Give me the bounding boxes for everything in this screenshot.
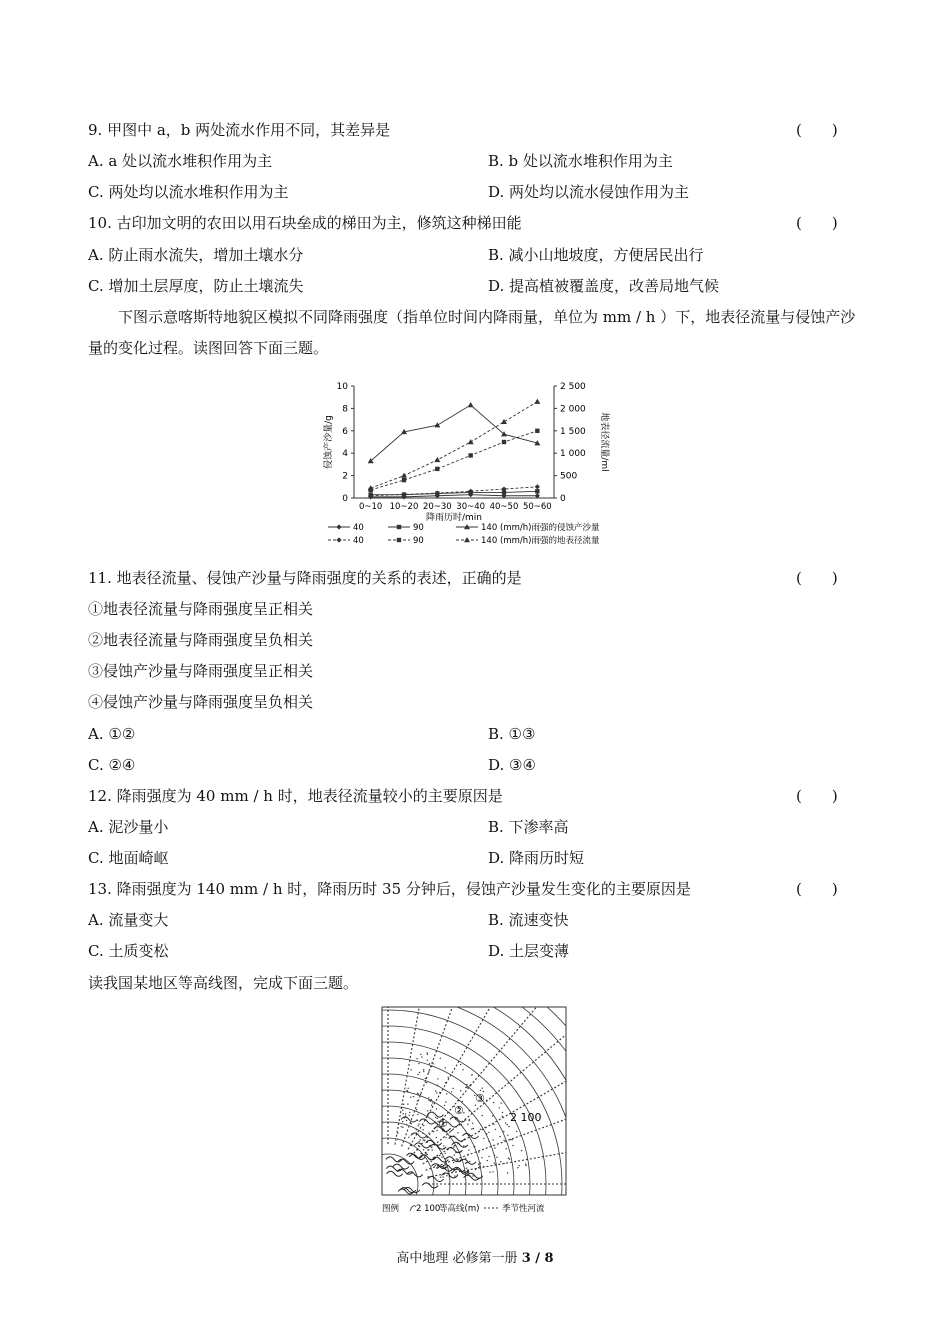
sediment-dot (420, 1054, 421, 1055)
sediment-dot (506, 1140, 507, 1141)
legend-marker (336, 524, 341, 529)
sediment-dot (494, 1147, 495, 1148)
sediment-dot (454, 1175, 455, 1176)
legend-label: 40 (353, 523, 364, 533)
sediment-dot (500, 1161, 501, 1162)
q9-option-d: D. 两处均以流水侵蚀作用为主 (488, 183, 690, 201)
q11-statement-1: ①地表径流量与降雨强度呈正相关 (88, 600, 314, 618)
sediment-dot (402, 1113, 403, 1114)
sediment-dot (397, 1138, 398, 1139)
sediment-dot (442, 1176, 443, 1177)
sediment-dot (516, 1131, 517, 1132)
sediment-dot (416, 1058, 417, 1059)
sediment-dot (427, 1149, 428, 1150)
left-tick-label: 8 (342, 404, 348, 415)
sediment-dot (439, 1155, 440, 1156)
sediment-dot (487, 1160, 488, 1161)
sediment-dot (508, 1158, 509, 1159)
q13-answer-paren: ( ) (796, 880, 838, 898)
sediment-dot (402, 1110, 403, 1111)
sediment-dot (402, 1121, 403, 1122)
q10-option-c: C. 增加土层厚度，防止土壤流失 (88, 277, 304, 295)
sediment-dot (407, 1103, 408, 1104)
sediment-dot (488, 1132, 489, 1133)
sediment-dot (435, 1165, 436, 1166)
sediment-dot (466, 1087, 467, 1088)
sediment-dot (427, 1054, 428, 1055)
sediment-dot (408, 1088, 409, 1089)
sediment-dot (471, 1074, 472, 1075)
sediment-dot (428, 1132, 429, 1133)
sediment-dot (427, 1154, 428, 1155)
q12-answer-paren: ( ) (796, 787, 838, 805)
q11-option-a: A. ①② (88, 725, 136, 743)
sediment-dot (430, 1101, 431, 1102)
series-line-right-40 (371, 487, 538, 496)
sediment-dot (425, 1152, 426, 1153)
sediment-dot (411, 1123, 412, 1124)
right-tick-label: 0 (560, 494, 566, 504)
q11-statement-2: ②地表径流量与降雨强度呈负相关 (88, 631, 314, 649)
sediment-dot (429, 1063, 430, 1064)
x-tick-label: 50~60 (522, 502, 552, 512)
page-footer (0, 1247, 950, 1266)
q12-option-d: D. 降雨历时短 (488, 849, 585, 867)
sediment-dot (452, 1088, 453, 1089)
sediment-dot (406, 1090, 407, 1091)
sediment-dot (418, 1141, 419, 1142)
sediment-dot (418, 1094, 419, 1095)
legend-marker (464, 537, 470, 542)
sediment-dot (405, 1113, 406, 1114)
sediment-dot (443, 1145, 444, 1146)
sediment-dot (460, 1064, 461, 1065)
x-tick-label: 40~50 (489, 502, 519, 512)
sediment-dot (431, 1105, 432, 1106)
sediment-dot (406, 1120, 407, 1121)
sediment-dot (462, 1101, 463, 1102)
sediment-dot (466, 1168, 467, 1169)
sediment-dot (502, 1112, 503, 1113)
legend-marker (397, 538, 401, 542)
sediment-dot (457, 1160, 458, 1161)
sediment-dot (486, 1133, 487, 1134)
data-point-right-140-2 (434, 457, 440, 462)
data-point-right-40-5 (535, 484, 540, 489)
sediment-dot (493, 1124, 494, 1125)
legend-label: 90 (413, 536, 424, 546)
sediment-dot (442, 1157, 443, 1158)
map-label-1: ① (438, 1117, 448, 1130)
sediment-dot (408, 1137, 409, 1138)
x-tick-label: 20~30 (422, 502, 452, 512)
data-point-right-140-3 (468, 439, 474, 444)
sediment-dot (436, 1108, 437, 1109)
sediment-dot (425, 1153, 426, 1154)
right-axis-title: 地表径流量/ml (599, 412, 609, 472)
sediment-dot (511, 1139, 512, 1140)
sediment-dot (469, 1119, 470, 1120)
sediment-dot (419, 1072, 420, 1073)
sediment-dot (478, 1164, 479, 1165)
sediment-dot (420, 1139, 421, 1140)
sediment-dot (445, 1067, 446, 1068)
sediment-dot (525, 1165, 526, 1166)
q13-option-d: D. 土层变薄 (488, 942, 570, 960)
x-tick-label: 30~40 (456, 502, 486, 512)
data-point-right-90-5 (535, 429, 539, 433)
sediment-dot (403, 1104, 404, 1105)
sediment-dot (402, 1127, 403, 1128)
q12-option-c: C. 地面崎岖 (88, 849, 169, 867)
left-tick-label: 2 (342, 471, 348, 482)
q9-answer-paren: ( ) (796, 121, 838, 139)
sediment-dot (418, 1145, 419, 1146)
sediment-dot (423, 1139, 424, 1140)
sediment-dot (478, 1167, 479, 1168)
footer-text: 高中地理 必修第一册 (396, 1251, 522, 1266)
sediment-dot (420, 1094, 421, 1095)
sediment-dot (469, 1161, 470, 1162)
sediment-dot (422, 1129, 423, 1130)
sediment-dot (416, 1109, 417, 1110)
sediment-dot (518, 1165, 519, 1166)
q12-option-a: A. 泥沙量小 (88, 818, 169, 836)
q11-answer-paren: ( ) (796, 569, 838, 587)
x-axis-title: 降雨历时/min (425, 513, 483, 523)
sediment-dot (492, 1139, 493, 1140)
sediment-dot (506, 1124, 507, 1125)
sediment-dot (512, 1145, 513, 1146)
sediment-dot (495, 1129, 496, 1130)
sediment-dot (467, 1124, 468, 1125)
sediment-dot (501, 1102, 502, 1103)
right-tick-label: 500 (560, 471, 578, 482)
sediment-dot (445, 1082, 446, 1083)
q11-option-b: B. ①③ (488, 725, 536, 743)
sediment-dot (418, 1063, 419, 1064)
sediment-dot (508, 1126, 509, 1127)
sediment-dot (460, 1090, 461, 1091)
sediment-dot (483, 1138, 484, 1139)
left-tick-label: 0 (342, 494, 348, 504)
sediment-dot (421, 1153, 422, 1154)
sediment-dot (451, 1130, 452, 1131)
legend-label: 40 (353, 536, 364, 546)
sediment-dot (436, 1137, 437, 1138)
sediment-dot (521, 1150, 522, 1151)
sediment-dot (444, 1105, 445, 1106)
page-number: 3 / 8 (521, 1251, 554, 1266)
sediment-dot (499, 1107, 500, 1108)
map-label-elevation: 2 100 (510, 1111, 542, 1124)
sediment-dot (459, 1124, 460, 1125)
sediment-dot (525, 1163, 526, 1164)
q13-option-a: A. 流量变大 (88, 911, 169, 929)
legend-marker (397, 525, 401, 529)
q9-stem: 9. 甲图中 a，b 两处流水作用不同，其差异是 (88, 121, 391, 139)
x-tick-label: 0~10 (358, 502, 383, 512)
sediment-dot (507, 1135, 508, 1136)
q13-option-b: B. 流速变快 (488, 911, 569, 929)
sediment-dot (453, 1162, 454, 1163)
sediment-dot (436, 1130, 437, 1131)
sediment-dot (472, 1123, 473, 1124)
sediment-dot (480, 1163, 481, 1164)
sediment-dot (509, 1158, 510, 1159)
sediment-dot (445, 1153, 446, 1154)
q11-statement-4: ④侵蚀产沙量与降雨强度呈负相关 (88, 693, 314, 711)
sediment-dot (427, 1052, 428, 1053)
sediment-dot (457, 1132, 458, 1133)
sediment-dot (469, 1110, 470, 1111)
sediment-dot (488, 1141, 489, 1142)
map-legend-river-text: 季节性河流 (502, 1204, 545, 1214)
sediment-dot (410, 1097, 411, 1098)
legend-suffix: (mm/h)雨强的侵蚀产沙量 (500, 523, 600, 533)
data-point-right-140-1 (401, 473, 407, 478)
legend-label: 140 (481, 523, 498, 533)
sediment-dot (473, 1128, 474, 1129)
sediment-dot (482, 1115, 483, 1116)
sediment-dot (435, 1090, 436, 1091)
q11-option-d: D. ③④ (488, 756, 536, 774)
sediment-dot (425, 1078, 426, 1079)
sediment-dot (431, 1161, 432, 1162)
sediment-dot (507, 1172, 508, 1173)
right-tick-label: 1 500 (560, 426, 586, 437)
sediment-dot (417, 1074, 418, 1075)
sediment-dot (427, 1110, 428, 1111)
sediment-dot (440, 1058, 441, 1059)
sediment-dot (426, 1082, 427, 1083)
sediment-dot (502, 1116, 503, 1117)
sediment-dot (468, 1149, 469, 1150)
sediment-dot (417, 1149, 418, 1150)
sediment-dot (427, 1136, 428, 1137)
map-legend-contour-text: 等高线(m) (439, 1204, 480, 1214)
contour-map-figure (378, 1004, 573, 1216)
data-point-right-90-3 (468, 453, 472, 457)
sediment-dot (413, 1096, 414, 1097)
sediment-dot (431, 1066, 432, 1067)
sediment-dot (473, 1146, 474, 1147)
sediment-dot (454, 1154, 455, 1155)
data-point-left-140-2 (434, 422, 440, 427)
left-tick-label: 10 (336, 382, 348, 392)
data-point-right-90-1 (402, 478, 406, 482)
sediment-dot (503, 1163, 504, 1164)
sediment-dot (482, 1088, 483, 1089)
q11-option-c: C. ②④ (88, 756, 136, 774)
sediment-dot (488, 1156, 489, 1157)
sediment-dot (409, 1112, 410, 1113)
sediment-dot (436, 1092, 437, 1093)
sediment-dot (417, 1114, 418, 1115)
sediment-dot (478, 1151, 479, 1152)
sediment-dot (503, 1131, 504, 1132)
sediment-dot (427, 1060, 428, 1061)
sediment-dot (462, 1069, 463, 1070)
sediment-dot (510, 1139, 511, 1140)
sediment-dot (458, 1100, 459, 1101)
sediment-dot (470, 1084, 471, 1085)
sediment-dot (469, 1120, 470, 1121)
q13-option-c: C. 土质变松 (88, 942, 169, 960)
sediment-dot (517, 1167, 518, 1168)
map-legend-prefix: 图例 (382, 1204, 400, 1214)
sediment-dot (433, 1063, 434, 1064)
sediment-dot (466, 1084, 467, 1085)
sediment-dot (449, 1112, 450, 1113)
data-point-right-90-4 (502, 440, 506, 444)
sediment-dot (446, 1175, 447, 1176)
legend-marker (336, 537, 341, 542)
data-point-right-140-5 (534, 399, 540, 404)
legend-suffix: (mm/h)雨强的地表径流量 (500, 536, 600, 546)
q10-option-b: B. 减小山地坡度，方便居民出行 (488, 246, 704, 264)
sediment-dot (428, 1072, 429, 1073)
sediment-dot (406, 1124, 407, 1125)
sediment-dot (432, 1102, 433, 1103)
sediment-dot (452, 1172, 453, 1173)
sediment-dot (484, 1127, 485, 1128)
x-tick-label: 10~20 (389, 502, 419, 512)
sediment-dot (448, 1077, 449, 1078)
sediment-dot (463, 1145, 464, 1146)
sediment-dot (423, 1125, 424, 1126)
sediment-dot (416, 1129, 417, 1130)
sediment-dot (465, 1158, 466, 1159)
sediment-dot (503, 1140, 504, 1141)
sediment-dot (435, 1117, 436, 1118)
sediment-dot (423, 1149, 424, 1150)
map-legend-contour-value: 2 100 (416, 1204, 441, 1214)
q12-option-b: B. 下渗率高 (488, 818, 569, 836)
sediment-dot (422, 1133, 423, 1134)
q9-option-c: C. 两处均以流水堆积作用为主 (88, 183, 289, 201)
sediment-dot (505, 1122, 506, 1123)
sediment-dot (493, 1102, 494, 1103)
sediment-dot (461, 1124, 462, 1125)
sediment-dot (486, 1100, 487, 1101)
left-axis-title: 侵蚀产沙量/g (324, 415, 334, 469)
legend-label: 140 (481, 536, 498, 546)
sediment-dot (506, 1148, 507, 1149)
data-point-right-140-4 (501, 419, 507, 424)
sediment-dot (471, 1128, 472, 1129)
right-tick-label: 1 000 (560, 449, 586, 460)
sediment-dot (499, 1136, 500, 1137)
sediment-dot (437, 1078, 438, 1079)
sediment-dot (437, 1085, 438, 1086)
sediment-dot (401, 1126, 402, 1127)
sediment-dot (481, 1157, 482, 1158)
sediment-dot (431, 1099, 432, 1100)
q10-option-d: D. 提高植被覆盖度，改善局地气候 (488, 277, 720, 295)
data-point-left-140-3 (468, 402, 474, 407)
sediment-dot (446, 1093, 447, 1094)
map-intro: 读我国某地区等高线图，完成下面三题。 (88, 974, 359, 992)
sediment-dot (472, 1175, 473, 1176)
data-point-left-90-5 (535, 489, 539, 493)
left-tick-label: 6 (342, 426, 348, 437)
sediment-dot (445, 1137, 446, 1138)
sediment-dot (409, 1115, 410, 1116)
sediment-dot (428, 1097, 429, 1098)
q10-stem: 10. 古印加文明的农田以用石块垒成的梯田为主，修筑这种梯田能 (88, 214, 522, 232)
left-tick-label: 4 (342, 449, 348, 460)
sediment-dot (417, 1100, 418, 1101)
runoff-sediment-chart (310, 376, 640, 552)
sediment-dot (494, 1162, 495, 1163)
sediment-dot (451, 1091, 452, 1092)
sediment-dot (423, 1071, 424, 1072)
sediment-dot (397, 1133, 398, 1134)
sediment-dot (421, 1056, 422, 1057)
sediment-dot (453, 1146, 454, 1147)
sediment-dot (475, 1169, 476, 1170)
q12-stem: 12. 降雨强度为 40 mm / h 时，地表径流量较小的主要原因是 (88, 787, 503, 805)
sediment-dot (496, 1157, 497, 1158)
sediment-dot (433, 1131, 434, 1132)
sediment-dot (440, 1177, 441, 1178)
sediment-dot (439, 1092, 440, 1093)
sediment-dot (468, 1154, 469, 1155)
right-tick-label: 2 000 (560, 404, 586, 415)
legend-label: 90 (413, 523, 424, 533)
sediment-dot (423, 1069, 424, 1070)
sediment-dot (429, 1100, 430, 1101)
sediment-dot (489, 1172, 490, 1173)
sediment-dot (494, 1155, 495, 1156)
sediment-dot (465, 1163, 466, 1164)
q11-statement-3: ③侵蚀产沙量与降雨强度呈正相关 (88, 662, 314, 680)
sediment-dot (445, 1101, 446, 1102)
q9-option-b: B. b 处以流水堆积作用为主 (488, 152, 673, 170)
sediment-dot (432, 1149, 433, 1150)
map-label-3: ③ (475, 1092, 485, 1105)
sediment-dot (478, 1131, 479, 1132)
sediment-dot (495, 1164, 496, 1165)
q13-stem: 13. 降雨强度为 140 mm / h 时，降雨历时 35 分钟后，侵蚀产沙量发生变化的主要原因是 (88, 880, 691, 898)
sediment-dot (411, 1145, 412, 1146)
sediment-dot (418, 1124, 419, 1125)
q10-option-a: A. 防止雨水流失，增加土壤水分 (88, 246, 304, 264)
sediment-dot (417, 1125, 418, 1126)
series-line-left-90 (371, 491, 538, 494)
q10-answer-paren: ( ) (796, 214, 838, 232)
sediment-dot (455, 1118, 456, 1119)
series-line-left-140 (371, 405, 538, 461)
right-tick-label: 2 500 (560, 382, 586, 392)
chart-intro-paragraph: 下图示意喀斯特地貌区模拟不同降雨强度（指单位时间内降雨量，单位为 mm / h ）下，地表径流量与侵蚀产沙量的变化过程。读图回答下面三题。 (88, 308, 856, 357)
sediment-dot (480, 1090, 481, 1091)
q9-option-a: A. a 处以流水堆积作用为主 (88, 152, 273, 170)
q11-stem: 11. 地表径流量、侵蚀产沙量与降雨强度的关系的表述，正确的是 (88, 569, 522, 587)
sediment-dot (492, 1171, 493, 1172)
sediment-dot (483, 1166, 484, 1167)
map-label-2: ② (454, 1104, 464, 1117)
sediment-dot (479, 1166, 480, 1167)
data-point-right-90-2 (435, 467, 439, 471)
sediment-dot (410, 1069, 411, 1070)
sediment-dot (492, 1115, 493, 1116)
sediment-dot (480, 1129, 481, 1130)
